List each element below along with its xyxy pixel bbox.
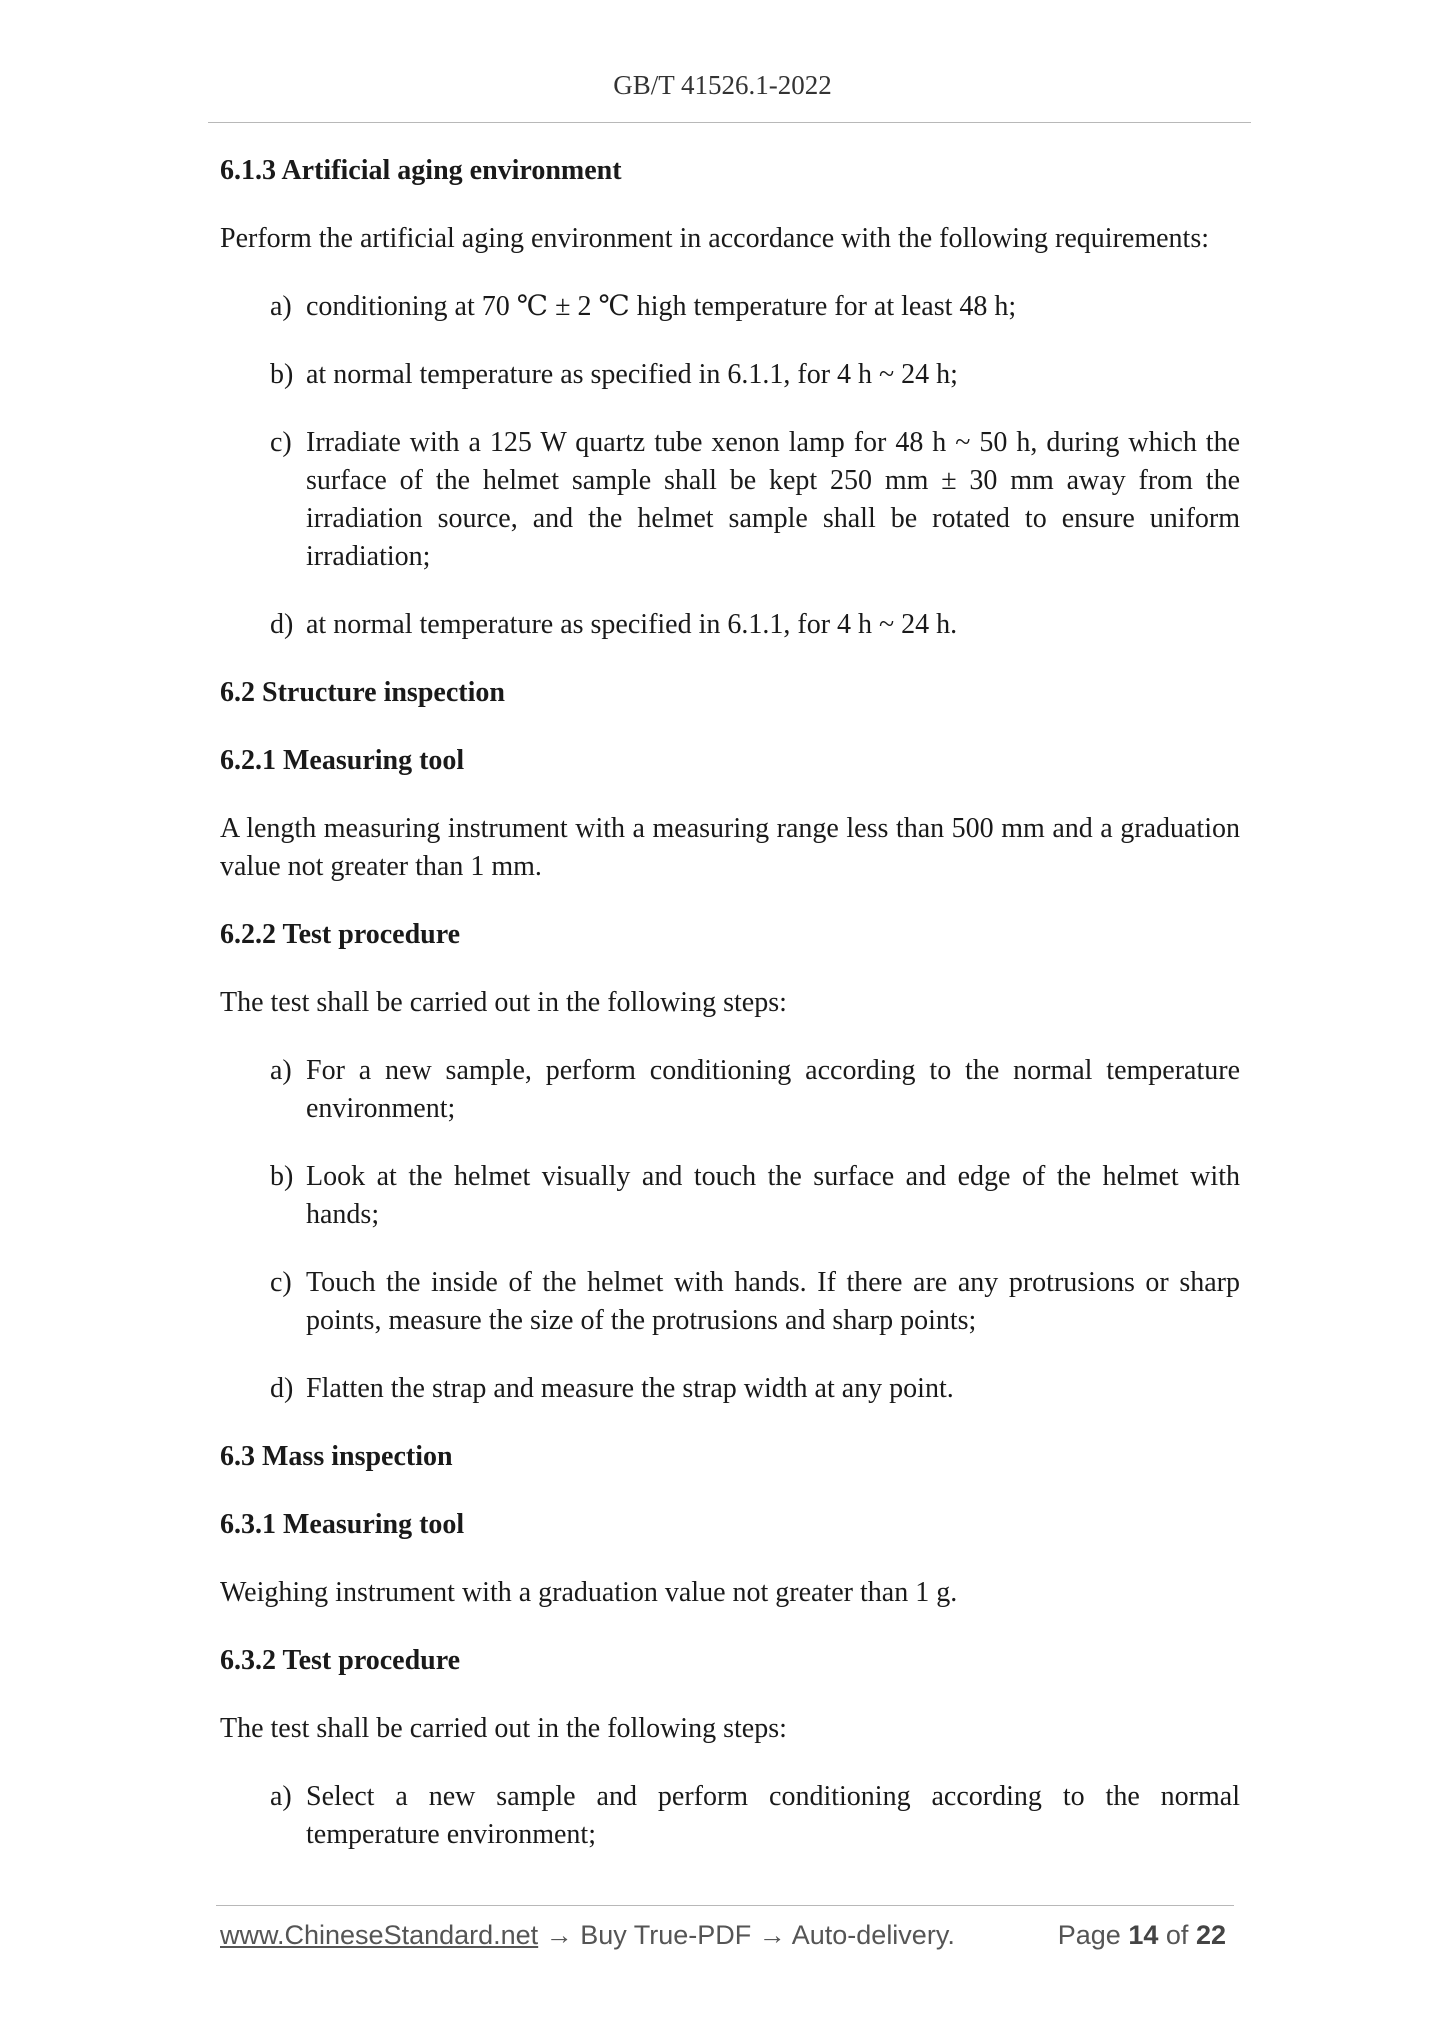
list-item-text: Flatten the strap and measure the strap width at any point. bbox=[306, 1373, 954, 1404]
document-code-header: GB/T 41526.1-2022 bbox=[613, 70, 832, 100]
footer-divider bbox=[216, 1905, 1234, 1906]
section-text-6-2-1: A length measuring instrument with a measuring range less than 500 mm and a graduation value not greater than 1 mm. bbox=[220, 813, 1240, 882]
list-item-text: at normal temperature as specified in 6.1.1, for 4 h ~ 24 h. bbox=[306, 609, 958, 640]
page-label: Page bbox=[1057, 1920, 1121, 1950]
section-text-6-3-1: Weighing instrument with a graduation value not greater than 1 g. bbox=[220, 1577, 958, 1608]
section-heading-6-2: 6.2 Structure inspection bbox=[220, 677, 505, 708]
page-total: 22 bbox=[1195, 1920, 1226, 1950]
list-item-text: conditioning at 70 ℃ ± 2 ℃ high temperature for at least 48 h; bbox=[306, 291, 1017, 322]
page-footer bbox=[220, 1920, 1234, 1951]
page-current: 14 bbox=[1128, 1920, 1159, 1950]
page-content bbox=[220, 152, 1240, 1884]
list-marker: a) bbox=[270, 291, 292, 322]
list-marker: d) bbox=[270, 609, 294, 640]
aging-requirements-list bbox=[220, 288, 1240, 644]
list-marker: b) bbox=[270, 359, 294, 390]
list-item bbox=[220, 1264, 1240, 1340]
list-item-text: Look at the helmet visually and touch the surface and edge of the helmet with hands; bbox=[306, 1161, 1240, 1230]
list-marker: b) bbox=[270, 1161, 294, 1192]
list-item bbox=[220, 1778, 1240, 1854]
list-item bbox=[220, 1158, 1240, 1234]
chinese-standard-link[interactable]: www.ChineseStandard.net bbox=[220, 1920, 539, 1950]
list-item bbox=[220, 1052, 1240, 1128]
list-marker: c) bbox=[270, 1267, 292, 1298]
section-intro-6-1-3: Perform the artificial aging environment in accordance with the following requirements: bbox=[220, 223, 1209, 254]
section-intro-6-3-2: The test shall be carried out in the following steps: bbox=[220, 1713, 787, 1744]
list-item bbox=[220, 424, 1240, 576]
list-item-text: Touch the inside of the helmet with hands. If there are any protrusions or sharp points, measure the size of the protrusions and sharp points; bbox=[306, 1267, 1240, 1336]
page-of-label: of bbox=[1165, 1920, 1189, 1950]
footer-tagline: → Buy True-PDF → Auto-delivery. bbox=[538, 1920, 955, 1950]
header-divider bbox=[208, 122, 1251, 123]
list-marker: c) bbox=[270, 427, 292, 458]
section-heading-6-3: 6.3 Mass inspection bbox=[220, 1441, 453, 1472]
section-heading-6-3-2: 6.3.2 Test procedure bbox=[220, 1645, 461, 1676]
structure-test-steps-list bbox=[220, 1052, 1240, 1408]
mass-test-steps-list bbox=[220, 1778, 1240, 1854]
list-item bbox=[220, 356, 1240, 394]
list-item bbox=[220, 1370, 1240, 1408]
list-item-text: For a new sample, perform conditioning according to the normal temperature environment; bbox=[306, 1055, 1240, 1124]
list-item-text: Select a new sample and perform conditioning according to the normal temperature environment; bbox=[306, 1781, 1240, 1850]
list-marker: a) bbox=[270, 1781, 292, 1812]
list-item-text: at normal temperature as specified in 6.1.1, for 4 h ~ 24 h; bbox=[306, 359, 958, 390]
list-marker: a) bbox=[270, 1055, 292, 1086]
section-heading-6-2-2: 6.2.2 Test procedure bbox=[220, 919, 461, 950]
list-marker: d) bbox=[270, 1373, 294, 1404]
section-heading-6-1-3: 6.1.3 Artificial aging environment bbox=[220, 155, 622, 186]
list-item bbox=[220, 606, 1240, 644]
page-indicator bbox=[1058, 1920, 1226, 1951]
section-heading-6-3-1: 6.3.1 Measuring tool bbox=[220, 1509, 465, 1540]
section-intro-6-2-2: The test shall be carried out in the following steps: bbox=[220, 987, 787, 1018]
list-item-text: Irradiate with a 125 W quartz tube xenon lamp for 48 h ~ 50 h, during which the surface of the helmet sample shall be kept 250 mm ± 30 mm away from the irradiation source, and the helmet sample shall be rotated to ensure uniform irradiation; bbox=[306, 427, 1240, 572]
section-heading-6-2-1: 6.2.1 Measuring tool bbox=[220, 745, 465, 776]
list-item bbox=[220, 288, 1240, 326]
